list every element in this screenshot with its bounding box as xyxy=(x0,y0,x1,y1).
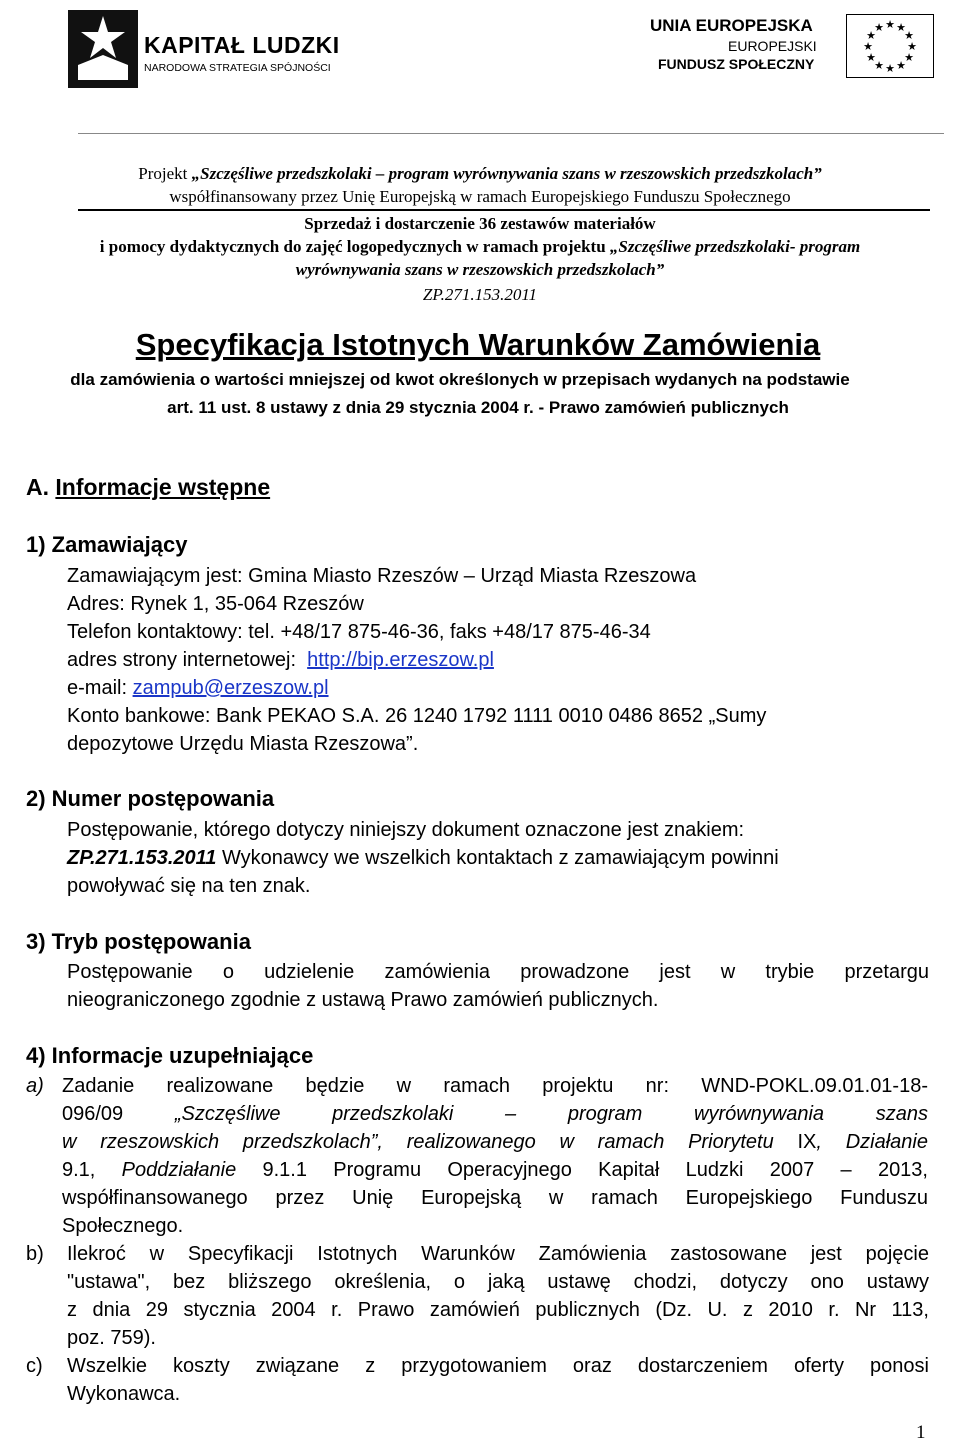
s2-heading: 2) Numer postępowania xyxy=(26,786,275,811)
s3-line1: Postępowanie o udzielenie zamówienia prowadzone jest w trybie przetargu xyxy=(67,961,929,983)
svg-text:★: ★ xyxy=(907,40,917,53)
s4-a-line2-b: „Szczęśliwe przedszkolaki – program wyrównywania szans xyxy=(174,1103,928,1125)
s4-b-label: b) xyxy=(26,1243,44,1265)
subject-line2-a: i pomocy dydaktycznych do zajęć logopedycznych w ramach projektu xyxy=(99,237,610,256)
s4-c-line2: Wykonawca. xyxy=(67,1383,181,1405)
s4-a-label: a) xyxy=(26,1075,44,1097)
svg-text:★: ★ xyxy=(863,40,873,53)
s4-a-line4 xyxy=(62,1156,928,1184)
subtitle-line1: dla zamówienia o wartości mniejszej od kwot określonych w przepisach wydanych na podstawie xyxy=(70,370,850,389)
svg-text:★: ★ xyxy=(904,51,914,64)
page-number: 1 xyxy=(916,1422,926,1443)
section-a-heading xyxy=(26,474,270,501)
subtitle-line2: art. 11 ust. 8 ustawy z dnia 29 stycznia 2004 r. - Prawo zamówień publicznych xyxy=(167,398,789,417)
s4-b-line1: Ilekroć w Specyfikacji Istotnych Warunków Zamówienia zastosowane jest pojęcie xyxy=(67,1243,929,1265)
s2-line1: Postępowanie, którego dotyczy niniejszy dokument oznaczone jest znakiem: xyxy=(67,819,745,841)
s1-bank-line1: Konto bankowe: Bank PEKAO S.A. 26 1240 1792 1111 0010 0486 8652 „Sumy xyxy=(67,705,767,727)
s4-a-line3-b: IX xyxy=(797,1131,817,1153)
svg-text:★: ★ xyxy=(874,59,884,72)
reference-number: ZP.271.153.2011 xyxy=(422,285,538,304)
subject-line1: Sprzedaż i dostarczenie 36 zestawów materiałów xyxy=(304,214,656,233)
s1-bank-line2: depozytowe Urzędu Miasta Rzeszowa”. xyxy=(67,733,419,755)
eu-flag-icon xyxy=(846,14,934,78)
s2-line2 xyxy=(67,844,779,872)
cofinance-line: współfinansowany przez Unię Europejską w ramach Europejskiego Funduszu Społecznego xyxy=(169,187,791,206)
eu-line1: UNIA EUROPEJSKA xyxy=(650,16,813,35)
document-title: Specyfikacja Istotnych Warunków Zamówienia xyxy=(135,327,821,362)
header-rule xyxy=(78,133,944,134)
s1-heading: 1) Zamawiający xyxy=(26,532,188,557)
s4-b-line2: "ustawa", bez bliższego określenia, o jaką ustawę chodzi, dotyczy ono ustawy xyxy=(67,1271,929,1293)
s1-www xyxy=(67,646,494,674)
s4-a-line6: Społecznego. xyxy=(62,1215,184,1237)
www-link[interactable]: http://bip.erzeszow.pl xyxy=(307,649,494,671)
s1-line1: Zamawiającym jest: Gmina Miasto Rzeszów – Urząd Miasta Rzeszowa xyxy=(67,565,697,587)
s4-a-line3-d: Działanie xyxy=(845,1131,928,1153)
s4-a-line4-b: Poddziałanie xyxy=(121,1159,237,1181)
subject-line2 xyxy=(0,236,960,258)
email-label: e-mail: xyxy=(67,677,128,699)
header-thick-rule xyxy=(78,209,930,211)
s2-line3: powoływać się na ten znak. xyxy=(67,875,311,897)
s4-a-line4-c: 9.1.1 Programu Operacyjnego Kapitał Ludzki 2007 – 2013, xyxy=(236,1159,928,1181)
s4-a-line5: współfinansowanego przez Unię Europejską w ramach Europejskiego Funduszu xyxy=(62,1187,928,1209)
s1-line3: Telefon kontaktowy: tel. +48/17 875-46-36, faks +48/17 875-46-34 xyxy=(67,621,651,643)
svg-text:★: ★ xyxy=(874,21,884,34)
eu-logo xyxy=(650,12,940,84)
s4-a-line3-c: , xyxy=(816,1131,846,1153)
svg-text:★: ★ xyxy=(885,62,895,75)
project-name: „Szczęśliwe przedszkolaki – program wyrównywania szans w rzeszowskich przedszkolach” xyxy=(191,164,822,183)
email-link[interactable]: zampub@erzeszow.pl xyxy=(132,677,329,699)
eu-line2: EUROPEJSKI xyxy=(728,38,817,54)
svg-text:★: ★ xyxy=(904,29,914,42)
s3-line2: nieograniczonego zgodnie z ustawą Prawo zamówień publicznych. xyxy=(67,989,659,1011)
s4-heading: 4) Informacje uzupełniające xyxy=(26,1043,314,1068)
s4-a-line2-a: 096/09 xyxy=(62,1103,175,1125)
s4-a-line4-a: 9.1, xyxy=(62,1159,122,1181)
s4-c-label: c) xyxy=(26,1355,43,1377)
section-a-letter: A. xyxy=(26,474,49,500)
svg-text:★: ★ xyxy=(896,21,906,34)
s4-c-line1: Wszelkie koszty związane z przygotowaniem oraz dostarczeniem oferty ponosi xyxy=(67,1355,929,1377)
svg-text:★: ★ xyxy=(866,51,876,64)
subject-line2-b: „Szczęśliwe przedszkolaki- program xyxy=(609,237,861,256)
project-line xyxy=(0,163,960,185)
kapital-ludzki-emblem-icon xyxy=(68,10,138,88)
s4-b-line4: poz. 759). xyxy=(67,1327,156,1349)
s2-line2-rest: Wykonawcy we wszelkich kontaktach z zamawiającym powinni xyxy=(216,847,779,869)
s4-a-line3-a: w rzeszowskich przedszkolach”, realizowanego w ramach Priorytetu xyxy=(62,1131,798,1153)
svg-text:★: ★ xyxy=(896,59,906,72)
svg-text:★: ★ xyxy=(866,29,876,42)
s4-b-line3: z dnia 29 stycznia 2004 r. Prawo zamówień publicznych (Dz. U. z 2010 r. Nr 113, xyxy=(67,1299,929,1321)
s2-ref: ZP.271.153.2011 xyxy=(67,847,217,869)
s4-a-line2 xyxy=(62,1100,928,1128)
project-prefix: Projekt xyxy=(138,164,192,183)
s4-a-line3 xyxy=(62,1128,928,1156)
s1-line2: Adres: Rynek 1, 35-064 Rzeszów xyxy=(67,593,364,615)
www-label: adres strony internetowej: xyxy=(67,649,297,671)
svg-text:★: ★ xyxy=(885,18,895,31)
eu-line3: FUNDUSZ SPOŁECZNY xyxy=(658,56,815,72)
kapital-ludzki-subtitle: NARODOWA STRATEGIA SPÓJNOŚCI xyxy=(144,62,331,74)
kapital-ludzki-logo xyxy=(68,10,338,90)
s1-email xyxy=(67,674,329,702)
section-a-title: Informacje wstępne xyxy=(55,474,271,500)
s4-a-line1: Zadanie realizowane będzie w ramach projektu nr: WND-POKL.09.01.01-18- xyxy=(62,1075,928,1097)
s3-heading: 3) Tryb postępowania xyxy=(26,929,251,954)
subject-line3: wyrównywania szans w rzeszowskich przedszkolach” xyxy=(295,260,665,279)
kapital-ludzki-title: KAPITAŁ LUDZKI xyxy=(144,32,340,58)
